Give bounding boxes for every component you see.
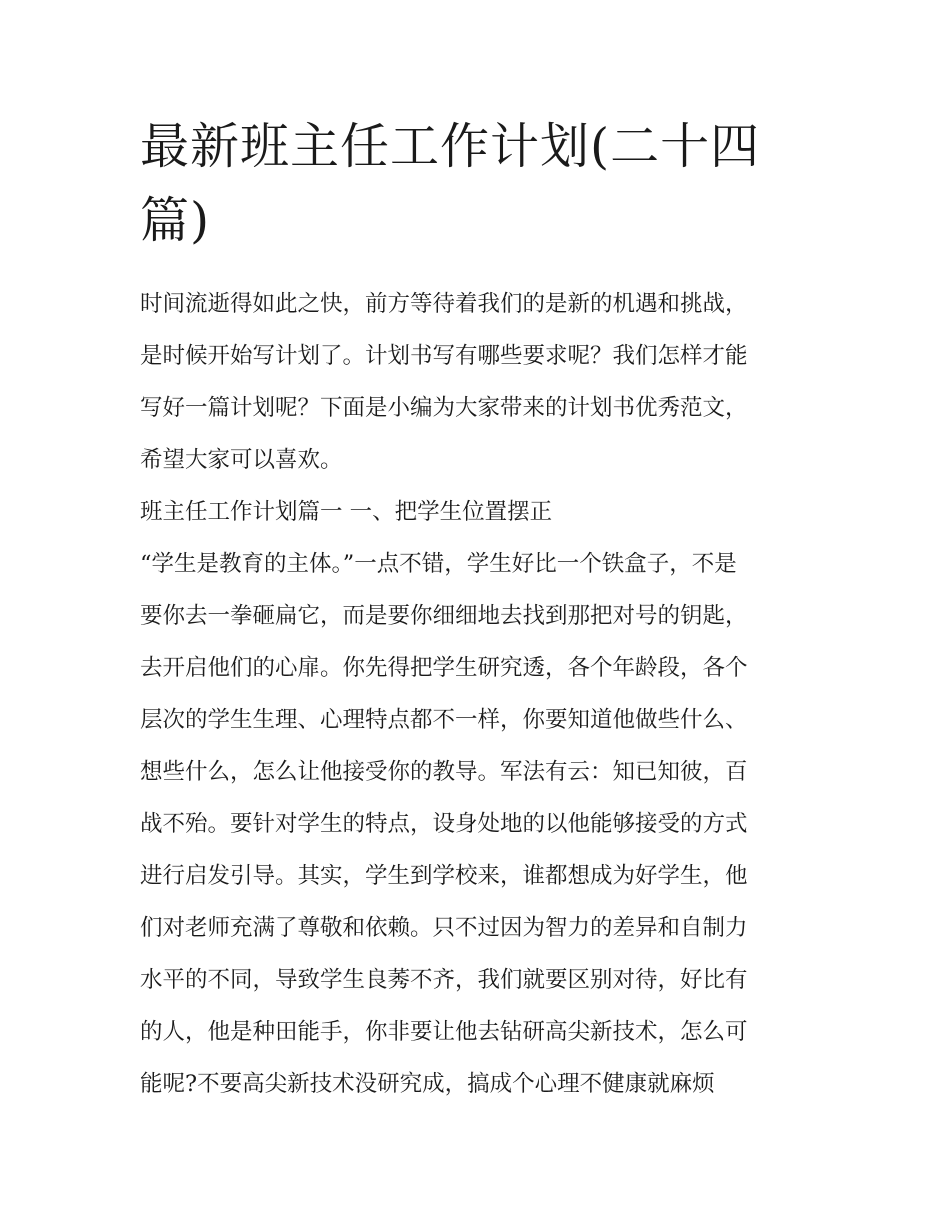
body-line: 去开启他们的心扉。你先得把学生研究透，各个年龄段，各个 <box>140 655 748 681</box>
body-line: 水平的不同，导致学生良莠不齐，我们就要区别对待，好比有 <box>140 967 748 993</box>
body-line: 要你去一拳砸扁它，而是要你细细地去找到那把对号的钥匙， <box>140 603 748 629</box>
body-paragraph <box>140 538 815 1110</box>
body-line: 们对老师充满了尊敬和依赖。只不过因为智力的差异和自制力 <box>140 915 748 941</box>
title-line-1: 最新班主任工作计划(二十四 <box>140 118 761 175</box>
body-line: 战不殆。要针对学生的特点，设身处地的以他能够接受的方式 <box>140 811 748 837</box>
body-line: 的人，他是种田能手，你非要让他去钻研高尖新技术，怎么可 <box>140 1019 748 1045</box>
document-title <box>140 110 815 258</box>
intro-line: 时间流逝得如此之快，前方等待着我们的是新的机遇和挑战， <box>140 291 748 317</box>
intro-line: 希望大家可以喜欢。 <box>140 447 343 473</box>
body-line: 能呢?不要高尖新技术没研究成，搞成个心理不健康就麻烦 <box>140 1071 715 1097</box>
body-line: 进行启发引导。其实，学生到学校来，谁都想成为好学生，他 <box>140 863 748 889</box>
title-line-2: 篇) <box>140 192 211 249</box>
document-page <box>140 110 815 1110</box>
intro-paragraph <box>140 278 815 486</box>
body-line: “学生是教育的主体。”一点不错，学生好比一个铁盒子，不是 <box>140 551 737 577</box>
intro-line: 写好一篇计划呢？下面是小编为大家带来的计划书优秀范文， <box>140 395 748 421</box>
section-heading: 班主任工作计划篇一 一、把学生位置摆正 <box>140 499 553 525</box>
intro-line: 是时候开始写计划了。计划书写有哪些要求呢？我们怎样才能 <box>140 343 748 369</box>
body-line: 想些什么，怎么让他接受你的教导。军法有云：知已知彼，百 <box>140 759 748 785</box>
body-line: 层次的学生生理、心理特点都不一样，你要知道他做些什么、 <box>140 707 748 733</box>
